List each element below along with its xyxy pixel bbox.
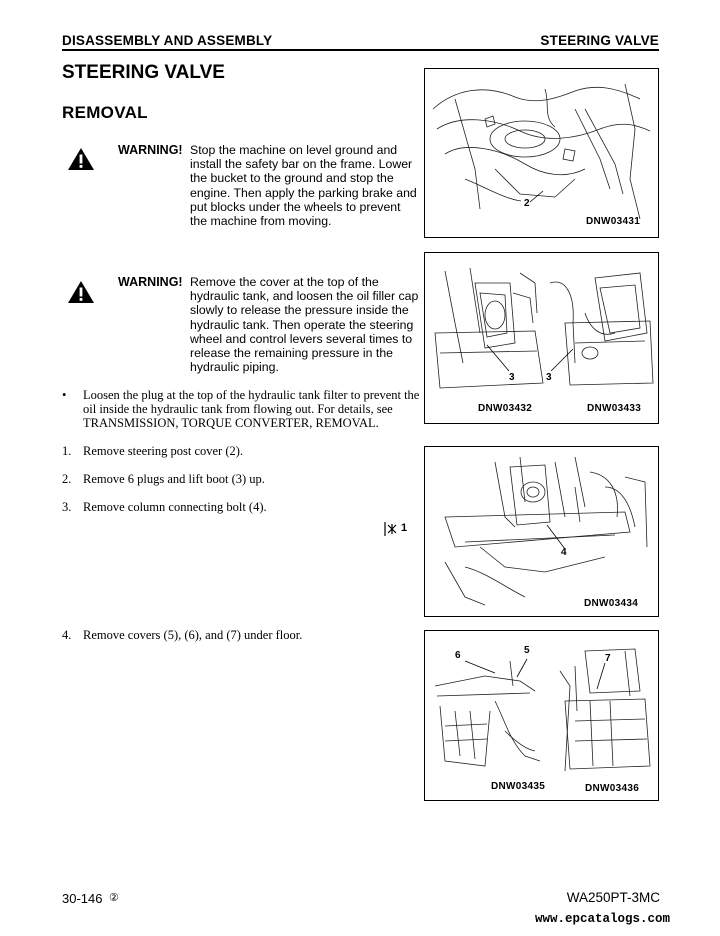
warning-triangle-icon [67, 280, 95, 304]
figure-callout: 3 [546, 372, 552, 383]
figure-code: DNW03433 [587, 403, 642, 414]
warning-label: WARNING! [118, 143, 183, 157]
step-text: Remove steering post cover (2). [83, 444, 244, 458]
model-number: WA250PT-3MC [566, 890, 660, 905]
figure-code: DNW03436 [585, 783, 640, 794]
revision-mark: ② [109, 892, 119, 904]
figure-code: DNW03432 [478, 403, 533, 414]
step-number: 2. [62, 472, 72, 486]
figure-steering-post-cover [424, 68, 659, 238]
figure-callout: 2 [524, 198, 530, 209]
figure-code: DNW03434 [584, 598, 639, 609]
step-number: 3. [62, 500, 72, 514]
page-title: STEERING VALVE [62, 62, 225, 83]
step-number: 4. [62, 628, 72, 642]
figure-callout: 3 [509, 372, 515, 383]
figure-column-connecting-bolt [424, 446, 659, 617]
section-title: REMOVAL [62, 103, 148, 122]
header-rule [62, 49, 659, 51]
bullet-mark: • [62, 388, 67, 402]
figure-illustration [425, 253, 658, 423]
figure-illustration [425, 69, 658, 237]
figure-lift-boot [424, 252, 659, 424]
header-section-title: DISASSEMBLY AND ASSEMBLY [62, 33, 273, 48]
warning-label: WARNING! [118, 275, 183, 289]
figure-illustration [425, 447, 658, 616]
figure-callout: 6 [455, 650, 461, 661]
warning-text: Stop the machine on level ground and install the safety bar on the frame. Lower the bucket to the ground and stop the engine. Then apply the parking brake and put blocks under the wheels to prevent the machine from moving. [190, 143, 417, 229]
torque-reference-number: 1 [401, 522, 408, 534]
bullet-text: Loosen the plug at the top of the hydraulic tank filter to prevent the oil inside the hydraulic tank from flowing out. For details, see TRANSMISSION, TORQUE CONVERTER, REMOVAL. [83, 388, 420, 430]
figure-callout: 7 [605, 653, 611, 664]
watermark-url: www.epcatalogs.com [534, 912, 670, 926]
torque-reference-icon [384, 521, 398, 537]
figure-callout: 4 [561, 547, 567, 558]
figure-code: DNW03435 [491, 781, 546, 792]
step-text: Remove covers (5), (6), and (7) under floor. [83, 628, 303, 642]
warning-triangle-icon [67, 147, 95, 171]
step-text: Remove column connecting bolt (4). [83, 500, 267, 514]
figure-floor-covers [424, 630, 659, 801]
step-text: Remove 6 plugs and lift boot (3) up. [83, 472, 265, 486]
warning-text: Remove the cover at the top of the hydraulic tank, and loosen the oil filler cap slowly to release the pressure inside the hydraulic tank. Then operate the steering wheel and control levers several times to release the remaining pressure in the hydraulic piping. [190, 275, 419, 375]
step-number: 1. [62, 444, 72, 458]
figure-code: DNW03431 [586, 216, 641, 227]
header-topic-title: STEERING VALVE [540, 33, 659, 48]
page-number: 30-146 [62, 891, 103, 906]
figure-callout: 5 [524, 645, 530, 656]
